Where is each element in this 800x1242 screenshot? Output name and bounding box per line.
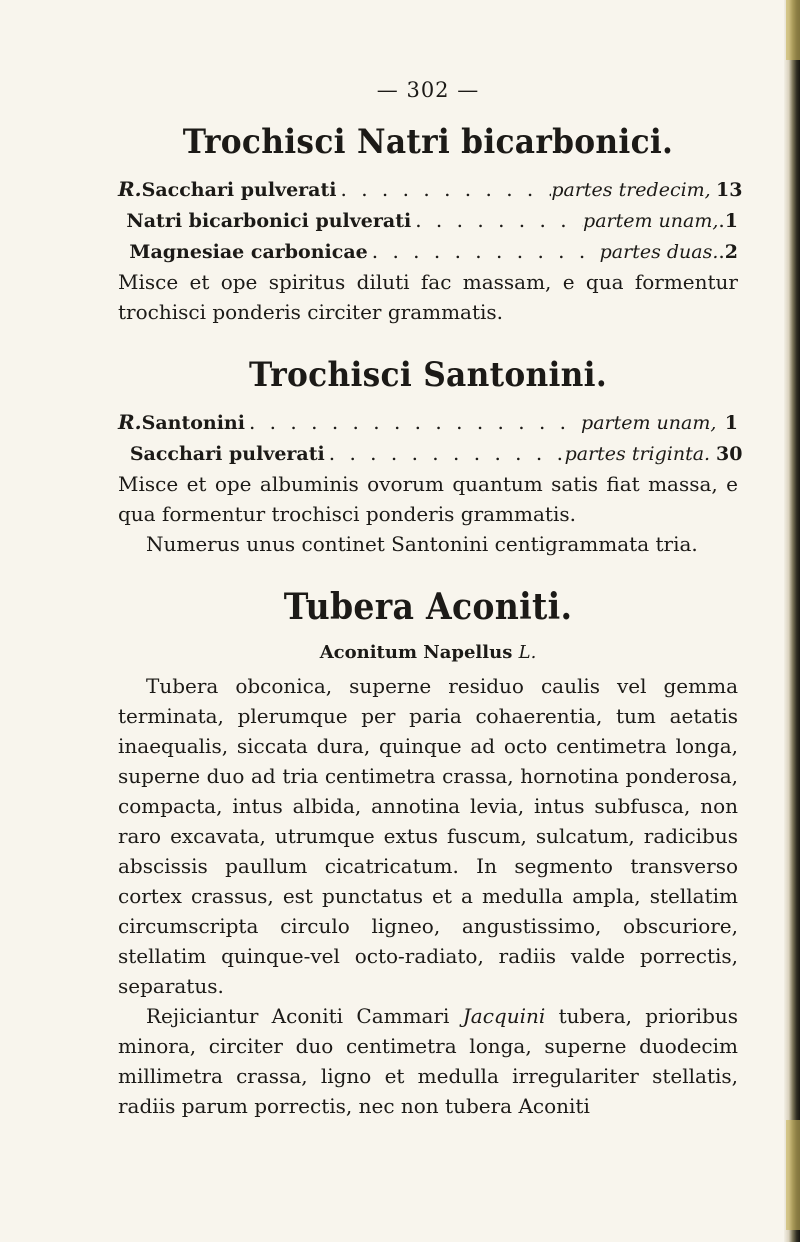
page-number: — 302 — <box>376 78 480 102</box>
ingredient-row <box>118 174 743 205</box>
leader-dots <box>411 205 583 235</box>
botanical-author: L. <box>518 642 537 663</box>
rejection-text-start: Rejiciantur Aconiti Cammari <box>146 1004 450 1028</box>
ingredient-name: Sacchari pulverati <box>141 179 337 201</box>
recipe-symbol: R. <box>118 177 142 201</box>
ingredient-quantity: partes triginta. <box>564 443 711 465</box>
description-paragraph: Tubera obconica, superne residuo caulis vel gemma terminata, plerumque per paria cohaerentia, tum aetatis inaequalis, siccata dura, quinque ad octo centimetra longa, superne duo ad tria centimetra crassa, hornotina ponderosa, compacta, intus albida, annotina levia, intus subfusca, non raro excavata, utrumque extus fuscum, sulcatum, radicibus abscissis paullum cicatricatum. In segmento transverso cortex crassus, est punctatus et a medulla ampla, stellatim circumscripta circulo ligneo, angustissimo, obscuriore, stellatim quinque-vel octo-radiato, radiis valde porrectis, separatus. <box>118 674 738 998</box>
page-edge <box>784 0 800 1242</box>
rejection-text-end: tubera, prioribus minora, circiter duo centimetra longa, superne duodecim millimetra crassa, ligno et medulla irregulariter stellatis, radiis parum porrectis, nec non tubera Aconiti <box>118 1004 739 1118</box>
section-title-santonini: Trochisci Santonini. <box>248 355 608 395</box>
dosage-note: Numerus unus continet Santonini centigrammata tria. <box>146 532 698 556</box>
ingredient-name: Santonini <box>141 412 245 434</box>
section-title-aconiti: Tubera Aconiti. <box>283 586 573 628</box>
separator: . <box>718 239 725 263</box>
page-edge-stain <box>786 0 800 60</box>
separator: . <box>718 208 725 232</box>
preparation-text: Misce et ope spiritus diluti fac massam, e qua formentur trochisci ponderis circiter grammatis. <box>118 270 738 324</box>
botanical-species: Aconitum Napellus <box>319 642 513 663</box>
ingredient-name: Natri bicarbonici pulverati <box>126 210 412 232</box>
ingredient-name: Magnesiae carbonicae <box>129 241 368 263</box>
leader-dots <box>368 236 600 266</box>
ingredient-quantity: partes tredecim, <box>551 179 711 201</box>
ingredient-row <box>118 205 738 236</box>
author-name: Jacquini <box>462 1004 546 1028</box>
leader-dots <box>325 438 565 468</box>
ingredient-number: 13 <box>716 179 743 201</box>
ingredient-quantity: partes duas. <box>599 241 719 263</box>
page-edge-stain <box>786 1120 800 1230</box>
ingredient-row <box>118 438 743 469</box>
rejection-paragraph <box>118 1001 738 1121</box>
leader-dots <box>337 174 552 204</box>
ingredient-quantity: partem unam, <box>581 412 717 434</box>
ingredient-number: 30 <box>716 443 743 465</box>
ingredient-name: Sacchari pulverati <box>129 443 325 465</box>
ingredient-quantity: partem unam, <box>583 210 719 232</box>
ingredient-number: 2 <box>724 241 738 263</box>
ingredient-number: 1 <box>724 412 738 434</box>
leader-dots <box>245 407 581 437</box>
page-content <box>118 70 743 1121</box>
recipe-symbol: R. <box>118 410 142 434</box>
ingredient-row <box>118 236 738 267</box>
preparation-text: Misce et ope albuminis ovorum quantum satis fiat massa, e qua formentur trochisci ponderis grammatis. <box>118 472 738 526</box>
ingredient-row <box>118 407 738 438</box>
ingredient-number: 1 <box>724 210 738 232</box>
section-title-natri: Trochisci Natri bicarbonici. <box>182 122 674 162</box>
botanical-name <box>118 639 738 667</box>
